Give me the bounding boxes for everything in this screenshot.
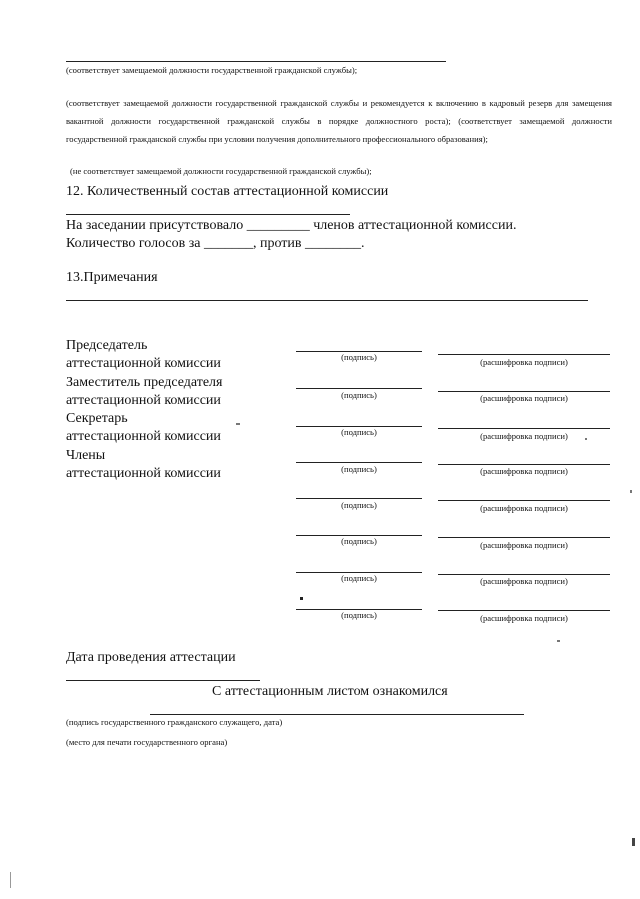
scan-speck	[300, 597, 303, 600]
signature-caption: (подпись)	[341, 352, 377, 362]
decode-line	[438, 500, 610, 501]
decode-line	[438, 610, 610, 611]
recommendation-1-underline	[66, 61, 446, 62]
decode-caption: (расшифровка подписи)	[480, 576, 568, 586]
decode-line	[438, 574, 610, 575]
scan-edge-mark	[10, 872, 11, 888]
signature-caption: (подпись)	[341, 536, 377, 546]
recommendation-1-text: (соответствует замещаемой должности государственной гражданской службы);	[66, 65, 358, 75]
chairman-label-2: аттестационной комиссии	[66, 356, 221, 371]
decode-line	[438, 354, 610, 355]
section-12-heading: 12. Количественный состав аттестационной комиссии	[66, 184, 389, 199]
decode-line	[438, 537, 610, 538]
employee-signature-caption: (подпись государственного гражданского служащего, дата)	[66, 717, 283, 727]
signature-caption: (подпись)	[341, 390, 377, 400]
scan-speck	[557, 640, 560, 642]
secretary-label-1: Секретарь	[66, 411, 128, 426]
signature-line	[296, 498, 422, 499]
members-label-2: аттестационной комиссии	[66, 466, 221, 481]
signature-caption: (подпись)	[341, 573, 377, 583]
decode-caption: (расшифровка подписи)	[480, 503, 568, 513]
signature-line	[296, 388, 422, 389]
chairman-label-1: Председатель	[66, 338, 148, 353]
recommendation-2-text: (соответствует замещаемой должности государственной гражданской службы и рекомендуется к включению в кадровый резерв для замещения вакантной должности государственной гражданской службы в порядке должностного роста); (соответствует замещаемой должности государственной гражданской службы при условии получения дополнительного профессионального образования);	[66, 98, 612, 144]
decode-caption: (расшифровка подписи)	[480, 357, 568, 367]
signature-caption: (подпись)	[341, 427, 377, 437]
decode-caption: (расшифровка подписи)	[480, 613, 568, 623]
acquainted-text: С аттестационным листом ознакомился	[212, 684, 448, 699]
votes-line: Количество голосов за _______, против ________.	[66, 236, 365, 251]
signature-line	[296, 462, 422, 463]
deputy-label-2: аттестационной комиссии	[66, 393, 221, 408]
members-label-1: Члены	[66, 448, 106, 463]
decode-line	[438, 391, 610, 392]
attestation-date-line	[66, 680, 260, 681]
decode-caption: (расшифровка подписи)	[480, 393, 568, 403]
notes-line	[66, 300, 588, 301]
secretary-label-2: аттестационной комиссии	[66, 429, 221, 444]
attestation-date-label: Дата проведения аттестации	[66, 650, 236, 665]
decode-caption: (расшифровка подписи)	[480, 431, 568, 441]
members-present-line: На заседании присутствовало _________ членов аттестационной комиссии.	[66, 218, 517, 233]
decode-caption: (расшифровка подписи)	[480, 540, 568, 550]
section-12-underline	[66, 214, 350, 215]
decode-line	[438, 464, 610, 465]
scan-speck	[236, 423, 240, 425]
signature-caption: (подпись)	[341, 464, 377, 474]
scan-speck	[630, 490, 632, 493]
decode-line	[438, 428, 610, 429]
employee-signature-line	[150, 714, 524, 715]
stamp-place-caption: (место для печати государственного органа)	[66, 737, 228, 747]
deputy-label-1: Заместитель председателя	[66, 375, 223, 390]
recommendation-3-text: (не соответствует замещаемой должности государственной гражданской службы);	[70, 166, 372, 176]
scan-edge-mark	[632, 838, 635, 846]
section-13-heading: 13.Примечания	[66, 270, 158, 285]
signature-caption: (подпись)	[341, 610, 377, 620]
scan-speck	[585, 438, 587, 440]
signature-caption: (подпись)	[341, 500, 377, 510]
decode-caption: (расшифровка подписи)	[480, 466, 568, 476]
